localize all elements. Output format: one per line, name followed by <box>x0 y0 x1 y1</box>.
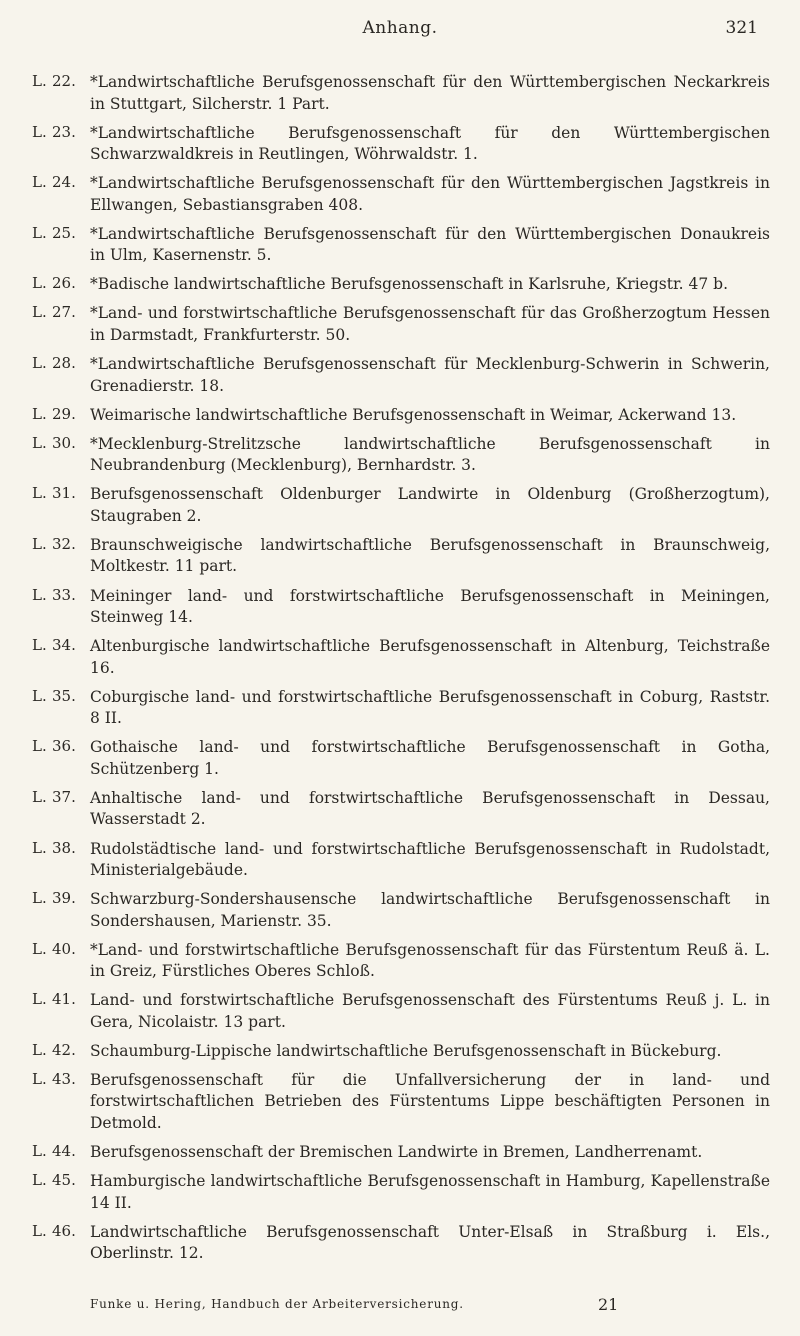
list-item <box>0 1171 800 1214</box>
list-item <box>0 484 800 527</box>
entry-prefix: L. <box>32 686 47 705</box>
entry-number: 29. <box>52 404 76 423</box>
entry-number: 34. <box>52 636 76 655</box>
entry-number: 44. <box>52 1142 76 1161</box>
entry-number: 43. <box>52 1069 76 1088</box>
entry-text: Berufsgenossenschaft der Bremischen Landwirte in Bremen, Landherrenamt. <box>90 1143 703 1162</box>
entry-number: 27. <box>52 303 76 322</box>
entry-text: Berufsgenossenschaft Oldenburger Landwirte in Oldenburg (Großherzogtum), Staugraben 2. <box>90 485 770 525</box>
entry-number: 38. <box>52 838 76 857</box>
list-item <box>0 72 800 115</box>
entry-text: Rudolstädtische land- und forstwirtschaftliche Berufsgenossenschaft in Rudolstadt, Ministerialgebäude. <box>90 839 770 879</box>
entry-number: 46. <box>52 1221 76 1240</box>
list-item <box>0 636 800 679</box>
entry-text: Land- und forstwirtschaftliche Berufsgenossenschaft des Fürstentums Reuß j. L. in Gera, Nicolaistr. 13 part. <box>90 991 770 1031</box>
page-number: 321 <box>725 18 758 38</box>
entry-number: 39. <box>52 889 76 908</box>
list-item <box>0 788 800 831</box>
entry-prefix: L. <box>32 173 47 192</box>
entry-prefix: L. <box>32 1171 47 1190</box>
entry-prefix: L. <box>32 354 47 373</box>
entry-text: Gothaische land- und forstwirtschaftliche Berufsgenossenschaft in Gotha, Schützenberg 1. <box>90 738 770 778</box>
entry-text: *Land- und forstwirtschaftliche Berufsgenossenschaft für das Fürstentum Reuß ä. L. in Greiz, Fürstliches Oberes Schloß. <box>90 940 770 981</box>
entry-number: 36. <box>52 737 76 756</box>
list-item <box>0 940 800 983</box>
entry-text: Meininger land- und forstwirtschaftliche Berufsgenossenschaft in Meiningen, Steinweg 14. <box>90 586 770 627</box>
list-item <box>0 687 800 730</box>
list-item <box>0 354 800 397</box>
entry-prefix: L. <box>32 838 47 857</box>
entry-prefix: L. <box>32 534 47 553</box>
list-item <box>0 535 800 578</box>
entry-text: *Landwirtschaftliche Berufsgenossenschaft für den Württembergischen Schwarzwaldkreis in Reutlingen, Wöhrwaldstr. 1. <box>90 123 770 164</box>
entry-prefix: L. <box>32 1221 47 1240</box>
entry-number: 22. <box>52 72 76 90</box>
list-item <box>0 839 800 882</box>
page-footer <box>0 1297 800 1321</box>
list-item <box>0 123 800 166</box>
entry-number: 33. <box>52 585 76 604</box>
entry-prefix: L. <box>32 223 47 242</box>
list-item <box>0 274 800 296</box>
entry-text: Berufsgenossenschaft für die Unfallversicherung der in land- und forstwirtschaftlichen Betrieben des Fürstentums Lippe beschäftigten Personen in Detmold. <box>90 1070 770 1132</box>
list-item <box>0 405 800 427</box>
entry-prefix: L. <box>32 585 47 604</box>
entry-number: 23. <box>52 122 76 141</box>
list-item <box>0 173 800 216</box>
entry-prefix: L. <box>32 303 47 322</box>
entry-number: 28. <box>52 354 76 373</box>
entry-text: Weimarische landwirtschaftliche Berufsgenossenschaft in Weimar, Ackerwand 13. <box>90 405 737 424</box>
entry-text: Anhaltische land- und forstwirtschaftliche Berufsgenossenschaft in Dessau, Wasserstadt 2. <box>90 788 770 829</box>
entry-prefix: L. <box>32 1069 47 1088</box>
entry-prefix: L. <box>32 72 47 90</box>
entry-number: 32. <box>52 534 76 553</box>
entry-prefix: L. <box>32 433 47 452</box>
entry-text: *Mecklenburg-Strelitzsche landwirtschaftliche Berufsgenossenschaft in Neubrandenburg (Mecklenburg), Bernhardstr. 3. <box>90 434 770 475</box>
entry-number: 41. <box>52 990 76 1009</box>
entry-number: 37. <box>52 787 76 806</box>
page-header <box>0 18 800 48</box>
entry-text: Braunschweigische landwirtschaftliche Berufsgenossenschaft in Braunschweig, Moltkestr. 11 part. <box>90 535 770 576</box>
list-item <box>0 434 800 477</box>
entry-number: 24. <box>52 173 76 192</box>
entry-prefix: L. <box>32 787 47 806</box>
entry-number: 40. <box>52 939 76 958</box>
entry-text: *Badische landwirtschaftliche Berufsgenossenschaft in Karlsruhe, Kriegstr. 47 b. <box>90 275 729 294</box>
entry-text: *Landwirtschaftliche Berufsgenossenschaft für den Württembergischen Neckarkreis in Stuttgart, Silcherstr. 1 Part. <box>90 73 770 113</box>
entry-prefix: L. <box>32 1040 47 1059</box>
running-title: Anhang. <box>362 18 438 38</box>
entry-text: *Landwirtschaftliche Berufsgenossenschaft für den Württembergischen Jagstkreis in Ellwangen, Sebastiansgraben 408. <box>90 174 770 214</box>
signature-mark: 21 <box>598 1295 619 1314</box>
entry-number: 25. <box>52 223 76 242</box>
entry-prefix: L. <box>32 636 47 655</box>
entry-prefix: L. <box>32 274 47 293</box>
entry-prefix: L. <box>32 889 47 908</box>
entry-number: 31. <box>52 484 76 503</box>
list-item <box>0 1070 800 1135</box>
entry-text: Coburgische land- und forstwirtschaftliche Berufsgenossenschaft in Coburg, Raststr. 8 II. <box>90 687 770 728</box>
entry-prefix: L. <box>32 939 47 958</box>
entry-prefix: L. <box>32 737 47 756</box>
list-item <box>0 990 800 1033</box>
list-item <box>0 303 800 346</box>
list-item <box>0 889 800 932</box>
entry-list <box>0 72 800 1272</box>
entry-prefix: L. <box>32 122 47 141</box>
entry-text: *Land- und forstwirtschaftliche Berufsgenossenschaft für das Großherzogtum Hessen in Darmstadt, Frankfurterstr. 50. <box>90 304 770 344</box>
entry-number: 45. <box>52 1171 76 1190</box>
entry-prefix: L. <box>32 404 47 423</box>
list-item <box>0 1222 800 1265</box>
entry-text: *Landwirtschaftliche Berufsgenossenschaft für Mecklenburg-Schwerin in Schwerin, Grenadierstr. 18. <box>90 355 770 395</box>
list-item <box>0 586 800 629</box>
entry-prefix: L. <box>32 484 47 503</box>
list-item <box>0 224 800 267</box>
entry-text: Landwirtschaftliche Berufsgenossenschaft Unter-Elsaß in Straßburg i. Els., Oberlinstr. 12. <box>90 1222 770 1263</box>
entry-text: *Landwirtschaftliche Berufsgenossenschaft für den Württembergischen Donaukreis in Ulm, Kasernenstr. 5. <box>90 224 770 265</box>
entry-text: Schaumburg-Lippische landwirtschaftliche Berufsgenossenschaft in Bückeburg. <box>90 1041 722 1060</box>
entry-prefix: L. <box>32 990 47 1009</box>
entry-text: Altenburgische landwirtschaftliche Berufsgenossenschaft in Altenburg, Teichstraße 16. <box>90 637 770 677</box>
entry-number: 42. <box>52 1040 76 1059</box>
entry-prefix: L. <box>32 1142 47 1161</box>
footer-citation: Funke u. Hering, Handbuch der Arbeiterversicherung. <box>90 1297 464 1311</box>
list-item <box>0 1041 800 1063</box>
list-item <box>0 737 800 780</box>
entry-text: Schwarzburg-Sondershausensche landwirtschaftliche Berufsgenossenschaft in Sondershausen, Marienstr. 35. <box>90 890 770 930</box>
entry-number: 35. <box>52 686 76 705</box>
entry-text: Hamburgische landwirtschaftliche Berufsgenossenschaft in Hamburg, Kapellenstraße 14 II. <box>90 1172 770 1212</box>
list-item <box>0 1142 800 1164</box>
entry-number: 30. <box>52 433 76 452</box>
entry-number: 26. <box>52 274 76 293</box>
